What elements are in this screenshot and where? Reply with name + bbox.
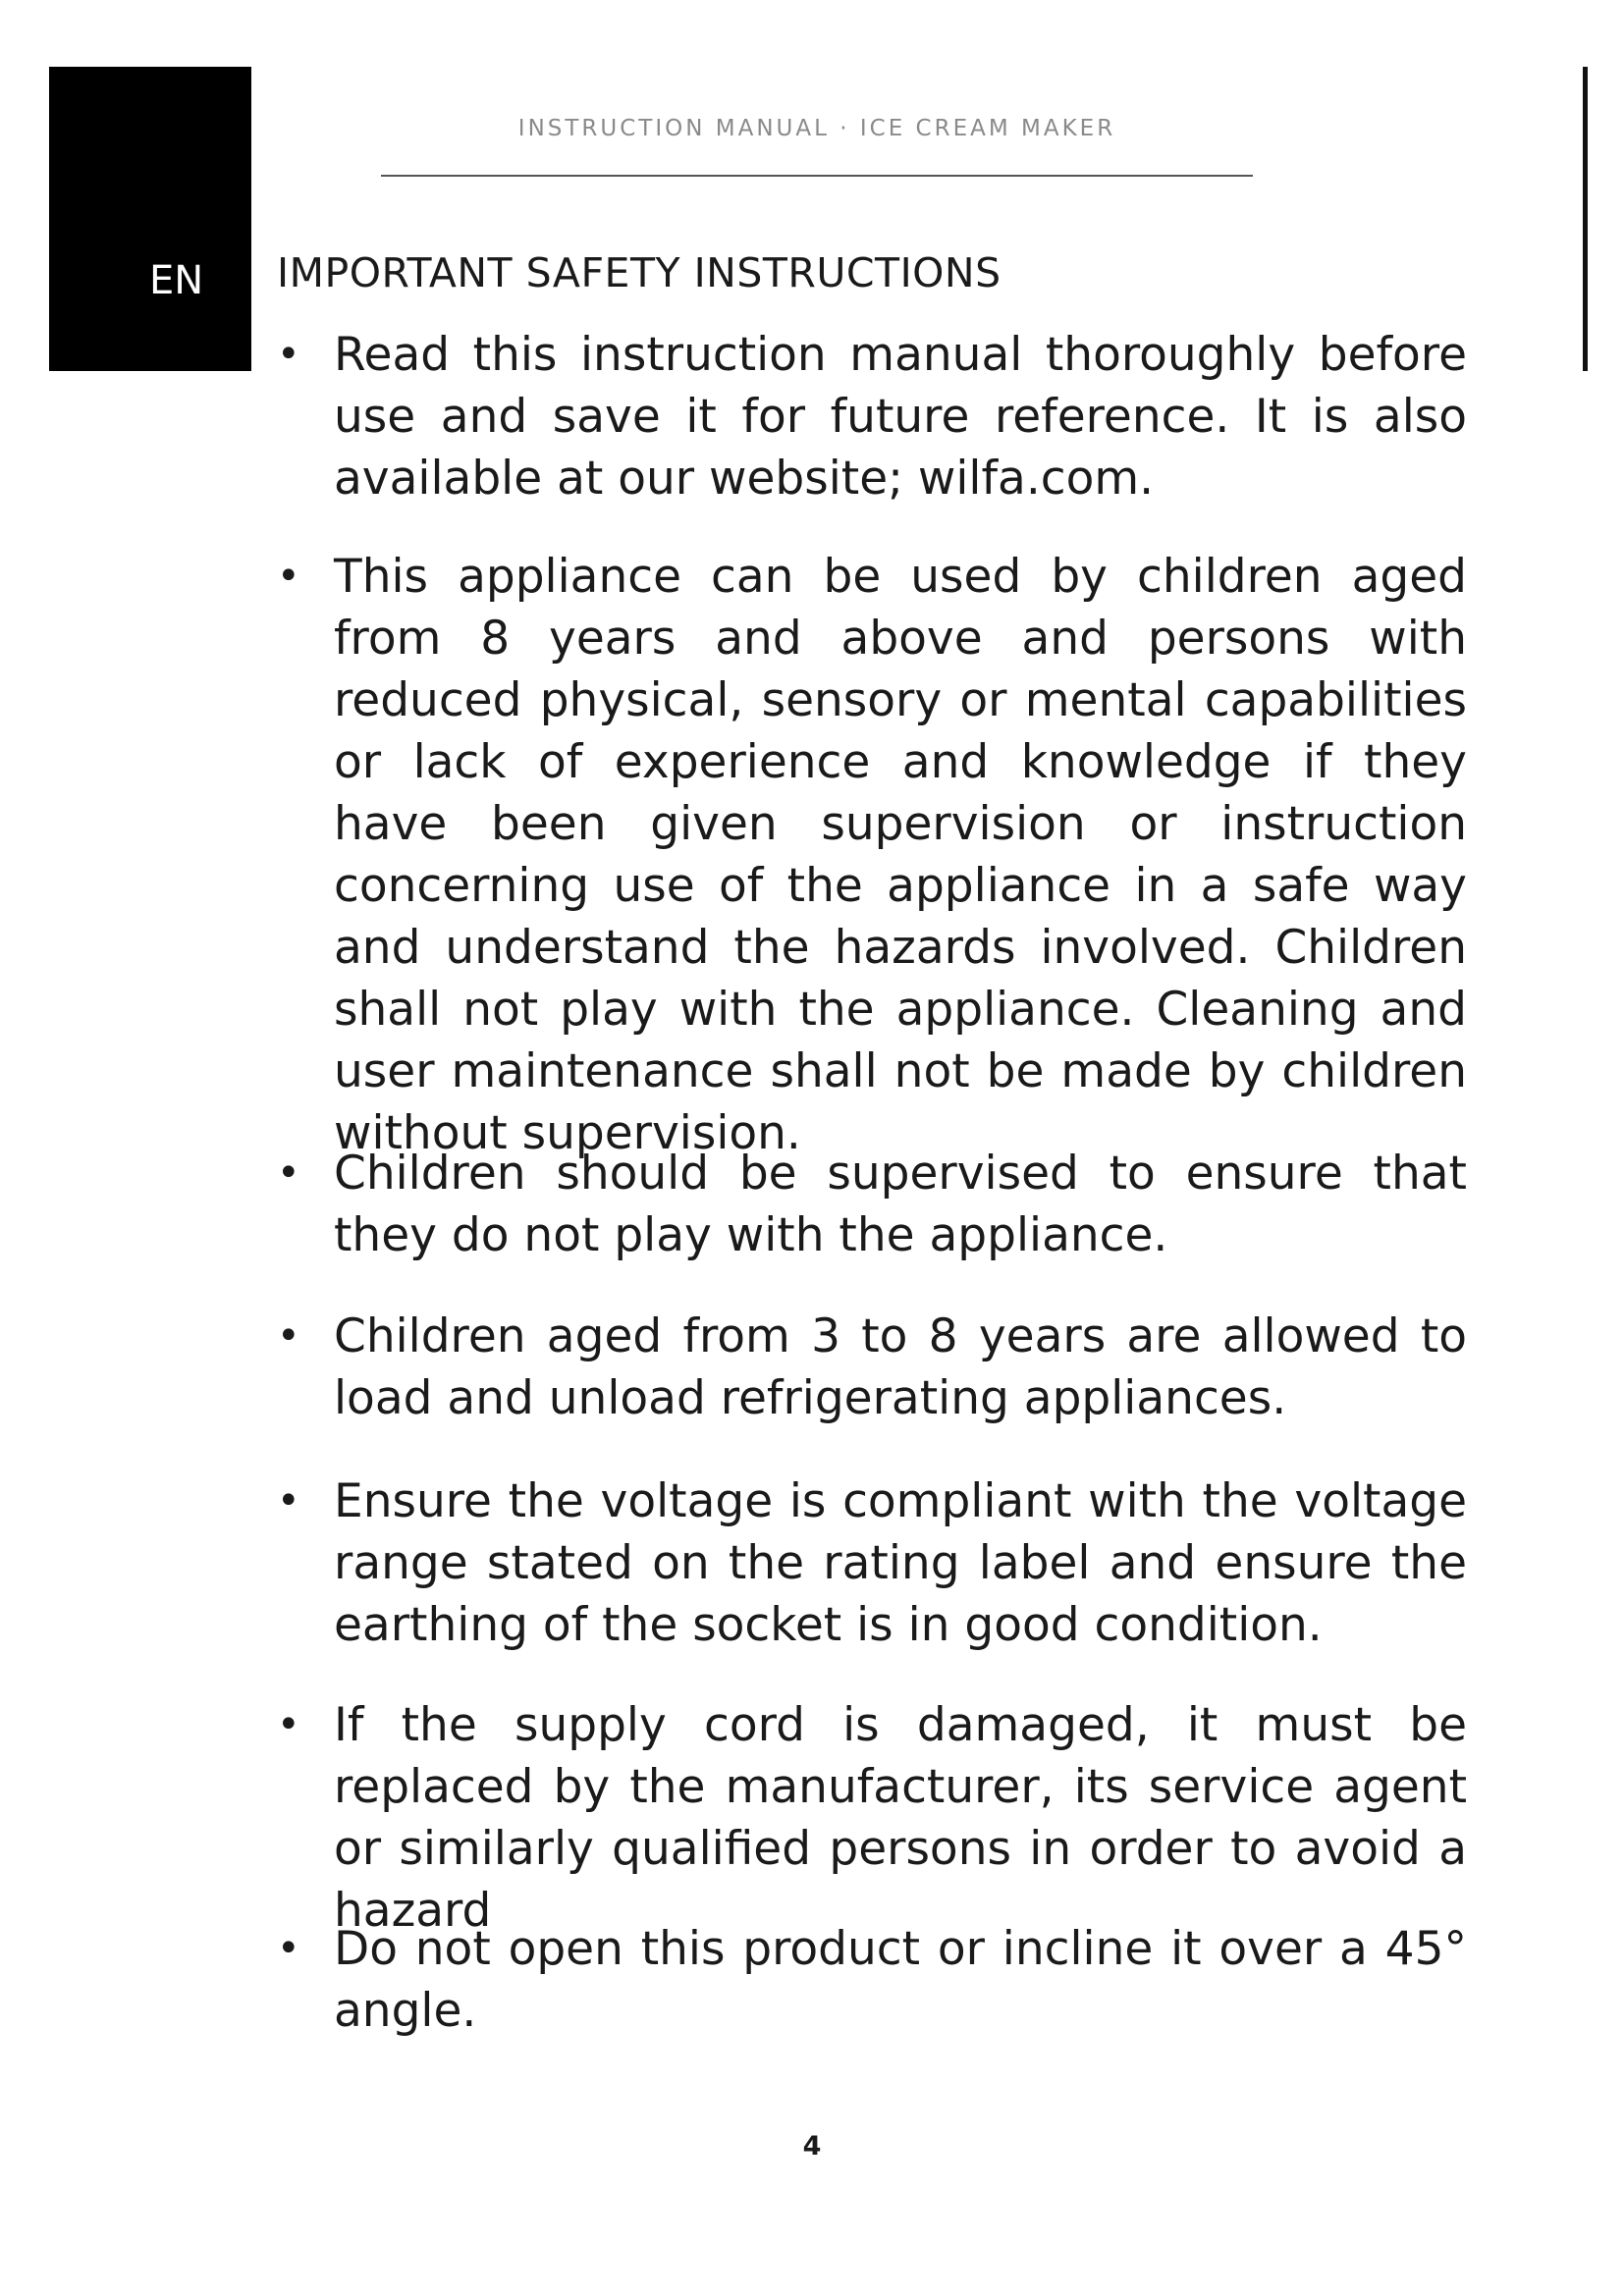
bullet-icon: • xyxy=(277,332,300,377)
safety-item-4 xyxy=(277,1306,1467,1429)
bullet-icon: • xyxy=(277,1150,300,1196)
page-number: 4 xyxy=(802,2131,822,2162)
safety-item-text: Children aged from 3 to 8 years are allowed to load and unload refrigerating appliances. xyxy=(334,1309,1467,1425)
bullet-icon: • xyxy=(277,1926,300,1971)
safety-item-3 xyxy=(277,1143,1467,1266)
safety-item-text: Ensure the voltage is compliant with the voltage range stated on the rating label and ensure the earthing of the socket is in good condition. xyxy=(334,1474,1467,1652)
margin-rule xyxy=(1583,67,1588,371)
safety-item-text: Do not open this product or incline it over a 45° angle. xyxy=(334,1922,1467,2038)
header-divider xyxy=(381,175,1253,177)
safety-item-text: If the supply cord is damaged, it must be replaced by the manufacturer, its service agent or similarly qualified persons in order to avoid a hazard xyxy=(334,1698,1467,1938)
language-tab xyxy=(49,67,251,371)
bullet-icon: • xyxy=(277,1478,300,1523)
section-title: IMPORTANT SAFETY INSTRUCTIONS xyxy=(277,249,1001,296)
language-label: EN xyxy=(149,258,204,303)
running-header: INSTRUCTION MANUAL · ICE CREAM MAKER xyxy=(517,116,1116,141)
safety-item-text: Children should be supervised to ensure that they do not play with the appliance. xyxy=(334,1147,1467,1262)
bullet-icon: • xyxy=(277,554,300,599)
safety-item-7 xyxy=(277,1918,1467,2042)
safety-item-2 xyxy=(277,546,1467,1164)
safety-item-1 xyxy=(277,324,1467,509)
safety-item-6 xyxy=(277,1694,1467,1942)
safety-item-text: Read this instruction manual thoroughly before use and save it for future reference. It is also available at our website; wilfa.com. xyxy=(334,328,1467,506)
safety-item-text: This appliance can be used by children aged from 8 years and above and persons with reduced physical, sensory or mental capabilities or lack of experience and knowledge if they have been given supervision or instruction concerning use of the appliance in a safe way and understand the hazards involved. Children shall not play with the appliance. Cleaning and user maintenance shall not be made by children without supervision. xyxy=(334,550,1467,1160)
bullet-icon: • xyxy=(277,1702,300,1747)
safety-item-5 xyxy=(277,1470,1467,1656)
bullet-icon: • xyxy=(277,1313,300,1359)
